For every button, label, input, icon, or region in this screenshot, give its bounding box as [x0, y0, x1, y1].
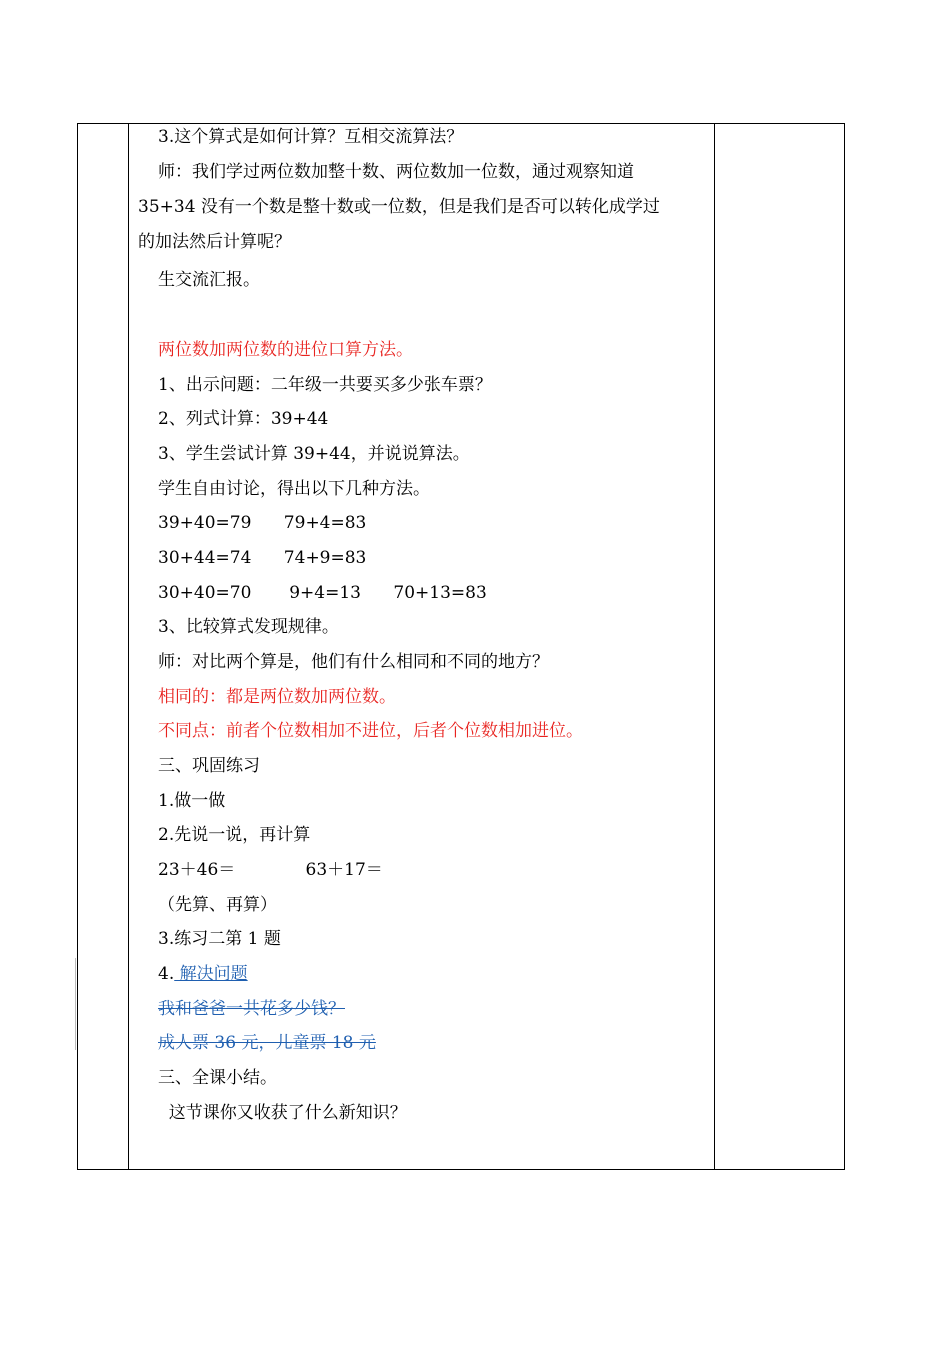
text-line: 生交流汇报。	[158, 270, 260, 290]
text-line: 2.先说一说，再计算	[158, 825, 311, 845]
text-line: 这节课你又收获了什么新知识？	[158, 1103, 407, 1123]
equation-line: 23＋46＝ 63＋17＝	[158, 860, 383, 880]
text-line: 3、比较算式发现规律。	[158, 617, 339, 637]
highlight-line: 不同点：前者个位数相加不进位，后者个位数相加进位。	[158, 721, 583, 741]
text-line	[158, 963, 248, 985]
equation-line: 30+40=70 9+4=13 70+13=83	[158, 583, 487, 603]
section-heading: 两位数加两位数的进位口算方法。	[158, 340, 413, 360]
highlight-line: 相同的：都是两位数加两位数。	[158, 687, 396, 707]
text-line: 3.练习二第 1 题	[158, 929, 281, 949]
text-line: 的加法然后计算呢？	[138, 232, 291, 252]
deleted-text: 解决问题	[174, 964, 248, 984]
text-line: 师：对比两个算是，他们有什么相同和不同的地方？	[158, 652, 549, 672]
equation-line: 39+40=79 79+4=83	[158, 513, 367, 533]
equation-line: 30+44=74 74+9=83	[158, 548, 367, 568]
section-heading: 三、巩固练习	[158, 756, 260, 776]
table-column-divider-left	[128, 123, 129, 1170]
deleted-text: 成人票 36 元，儿童票 18 元	[158, 1033, 376, 1053]
text-line: 1、出示问题：二年级一共要买多少张车票？	[158, 375, 492, 395]
text-line: 2、列式计算：39+44	[158, 409, 329, 429]
text-line: 3、学生尝试计算 39+44，并说说算法。	[158, 444, 470, 464]
table-column-divider-right	[714, 123, 715, 1170]
text-line: 师：我们学过两位数加整十数、两位数加一位数，通过观察知道	[158, 162, 634, 182]
text-line: 1.做一做	[158, 791, 226, 811]
deleted-text: 我和爸爸一共花多少钱？	[158, 999, 345, 1019]
text-line: 35+34 没有一个数是整十数或一位数，但是我们是否可以转化成学过	[138, 197, 660, 217]
text-line: 学生自由讨论，得出以下几种方法。	[158, 479, 430, 499]
section-heading: 三、全课小结。	[158, 1068, 277, 1088]
text-line: 3.这个算式是如何计算？互相交流算法？	[158, 127, 464, 147]
item-number: 4.	[158, 964, 175, 984]
text-line: （先算、再算）	[158, 895, 277, 915]
margin-change-bar	[75, 958, 76, 1050]
